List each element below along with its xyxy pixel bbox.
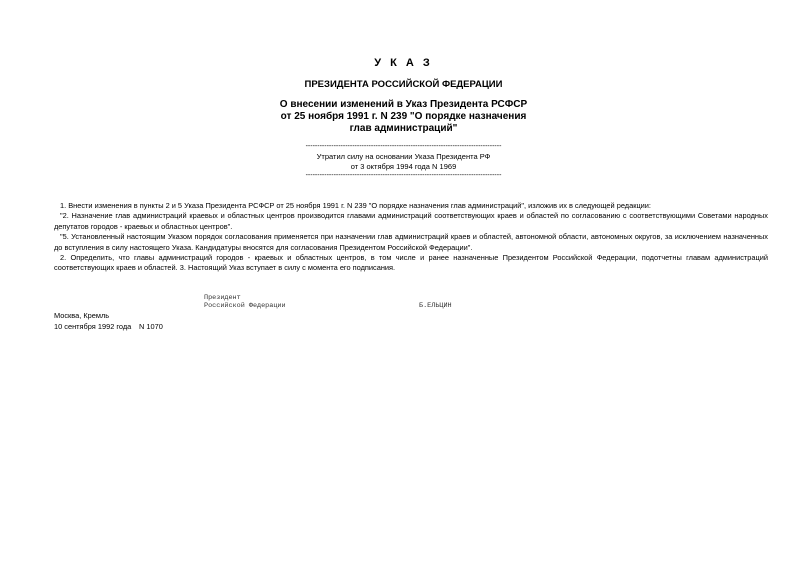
body-paragraph: 2. Определить, что главы администраций городов - краевых и областных центров, в том числе и ранее назначенные Президентом Российской Федерации, подотчетны главам администраций соответствующих краев и областей. 3. Настоящий Указ вступает в силу с момента его подписания. [54,253,768,273]
body-paragraph: "2. Назначение глав администраций краевых и областных центров производится главами администраций соответствующих краев и областей по согласованию с соответствующими Советами народных депутатов городов - краевых и областных центров". [54,211,768,231]
document-subtitle: ПРЕЗИДЕНТА РОССИЙСКОЙ ФЕДЕРАЦИИ [304,79,503,90]
signing-date: 10 сентября 1992 года [54,322,132,331]
body-paragraph: 1. Внести изменения в пункты 2 и 5 Указа Президента РСФСР от 25 ноября 1991 г. N 239 "О порядке назначения глав администраций", изложив их в следующей редакции: [60,201,651,210]
document-heading [0,99,807,135]
signer-name: Б.ЕЛЬЦИН [419,302,452,310]
repeal-note-line: от 3 октября 1994 года N 1969 [350,162,457,171]
signer-position-line1: Президент [204,294,241,302]
document-title: У К А З [374,57,433,69]
note-rule-bottom: ------------------------------------------------------------------------------------ [305,172,502,179]
signing-place: Москва, Кремль [54,311,110,320]
document-body [54,201,768,274]
body-paragraph: "5. Установленный настоящим Указом порядок согласования применяется при назначении глав администраций краев и областей, автономной области, автономных округов, за исключением назначенных до вступления в силу настоящего Указа. Кандидатуры вносятся для согласования Президентом Российской Федерации". [54,232,768,252]
heading-line: от 25 ноября 1991 г. N 239 "О порядке назначения [280,111,527,122]
repeal-note [0,152,807,172]
note-rule-top: ------------------------------------------------------------------------------------ [305,143,502,150]
signer-position-line2: Российской Федерации [204,302,286,310]
heading-line: О внесении изменений в Указ Президента РСФСР [279,99,528,110]
repeal-note-line: Утратил силу на основании Указа Президента РФ [316,152,491,161]
decree-number: N 1070 [139,322,163,331]
heading-line: глав администраций" [349,123,458,134]
